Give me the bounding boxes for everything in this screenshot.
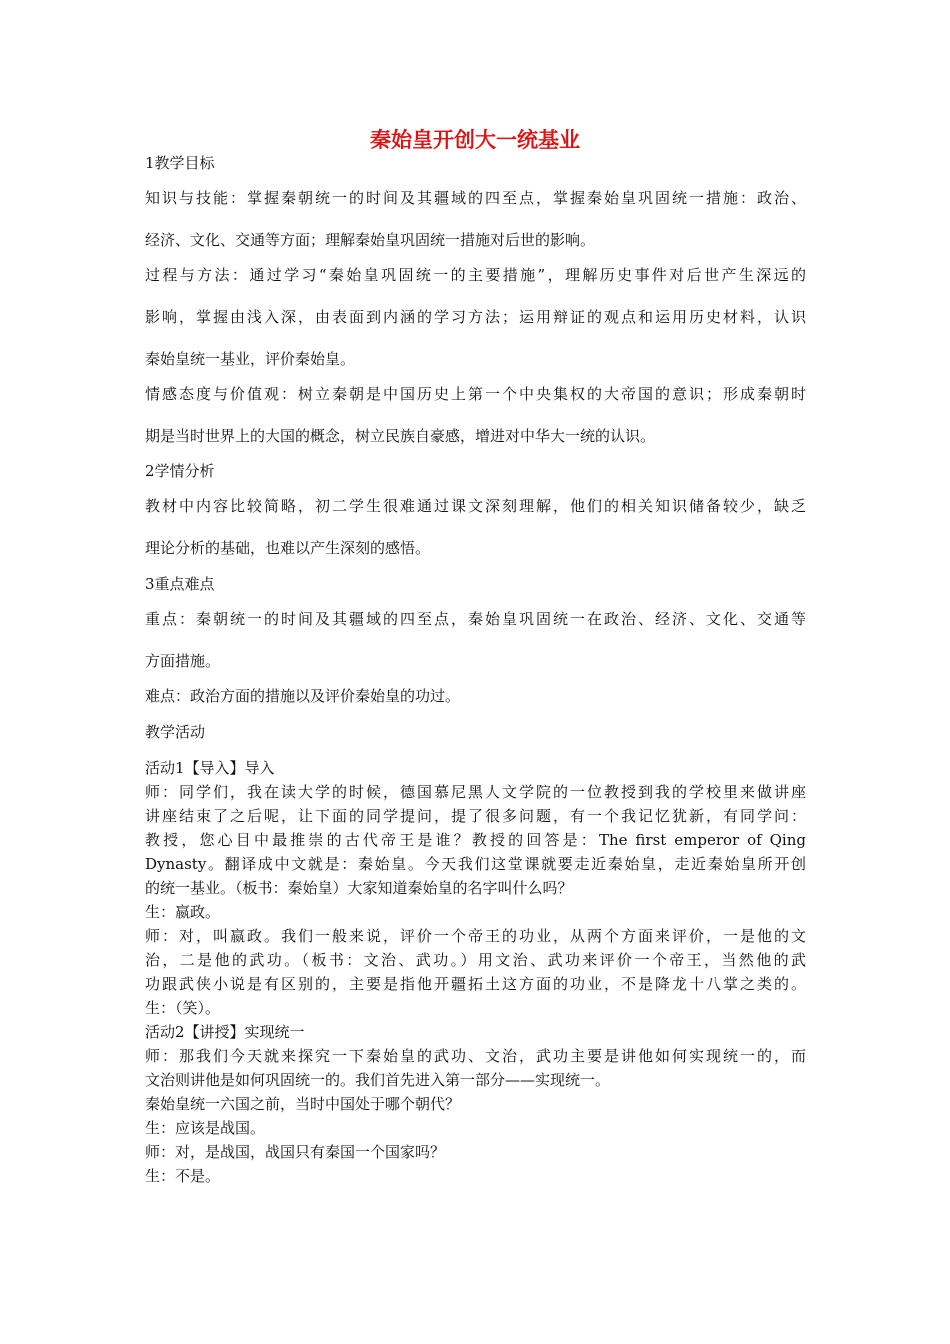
- dialogue-line: Dynasty。翻译成中文就是：秦始皇。今天我们这堂课就要走近秦始皇，走近秦始皇所开创: [145, 855, 806, 873]
- dialogue-line: 生：应该是战国。: [145, 1119, 266, 1137]
- paragraph-line: 经济、文化、交通等方面；理解秦始皇巩固统一措施对后世的影响。: [145, 231, 596, 249]
- dialogue-line: 师：同学们，我在读大学的时候，德国慕尼黑人文学院的一位教授到我的学校里来做讲座: [145, 783, 806, 801]
- paragraph-line: 方面措施。: [145, 652, 221, 670]
- dialogue-line: 生：不是。: [145, 1167, 221, 1185]
- dialogue-line: 文治则讲他是如何巩固统一的。我们首先进入第一部分——实现统一。: [145, 1071, 611, 1089]
- paragraph-line: 知识与技能：掌握秦朝统一的时间及其疆域的四至点，掌握秦始皇巩固统一措施：政治、: [145, 189, 806, 207]
- paragraph-line: 情感态度与价值观：树立秦朝是中国历史上第一个中央集权的大帝国的意识；形成秦朝时: [145, 385, 806, 403]
- dialogue-line: 师：对，是战国，战国只有秦国一个国家吗？: [145, 1143, 446, 1161]
- dialogue-line: 治，二是他的武功。（板书：文治、武功。）用文治、武功来评价一个帝王，当然他的武: [145, 951, 806, 969]
- paragraph-line: 难点：政治方面的措施以及评价秦始皇的功过。: [145, 687, 461, 705]
- paragraph-line: 期是当时世界上的大国的概念，树立民族自豪感，增进对中华大一统的认识。: [145, 427, 656, 445]
- activity-heading: 活动2【讲授】实现统一: [145, 1023, 305, 1041]
- dialogue-line: 师：那我们今天就来探究一下秦始皇的武功、文治，武功主要是讲他如何实现统一的，而: [145, 1047, 806, 1065]
- dialogue-line: 的统一基业。（板书：秦始皇）大家知道秦始皇的名字叫什么吗？: [145, 879, 573, 897]
- document-title: 秦始皇开创大一统基业: [370, 128, 580, 152]
- dialogue-line: 生：（笑）。: [145, 999, 221, 1017]
- dialogue-line: 秦始皇统一六国之前，当时中国处于哪个朝代？: [145, 1095, 461, 1113]
- dialogue-line: 生：嬴政。: [145, 903, 221, 921]
- dialogue-line: 功跟武侠小说是有区别的，主要是指他开疆拓土这方面的功业，不是降龙十八掌之类的。: [145, 975, 806, 993]
- section-heading-objectives: 1教学目标: [145, 154, 215, 172]
- dialogue-line: 讲座结束了之后呢，让下面的同学提问，提了很多问题，有一个我记忆犹新，有同学问：: [145, 807, 806, 825]
- paragraph-line: 影响，掌握由浅入深，由表面到内涵的学习方法；运用辩证的观点和运用历史材料，认识: [145, 308, 806, 326]
- paragraph-line: 过程与方法：通过学习“秦始皇巩固统一的主要措施”，理解历史事件对后世产生深远的: [145, 266, 806, 284]
- paragraph-line: 重点：秦朝统一的时间及其疆域的四至点，秦始皇巩固统一在政治、经济、文化、交通等: [145, 610, 806, 628]
- dialogue-line: 教授，您心目中最推崇的古代帝王是谁？教授的回答是：The first emperor of Qing: [145, 831, 806, 849]
- section-heading-analysis: 2学情分析: [145, 462, 215, 480]
- dialogue-line: 师：对，叫嬴政。我们一般来说，评价一个帝王的功业，从两个方面来评价，一是他的文: [145, 927, 806, 945]
- paragraph-line: 秦始皇统一基业，评价秦始皇。: [145, 350, 356, 368]
- paragraph-line: 教材中内容比较简略，初二学生很难通过课文深刻理解，他们的相关知识储备较少，缺乏: [145, 497, 806, 515]
- paragraph-line: 理论分析的基础，也难以产生深刻的感悟。: [145, 539, 431, 557]
- section-heading-key-points: 3重点难点: [145, 575, 215, 593]
- activity-heading: 活动1【导入】导入: [145, 759, 275, 777]
- section-heading-activities: 教学活动: [145, 723, 206, 741]
